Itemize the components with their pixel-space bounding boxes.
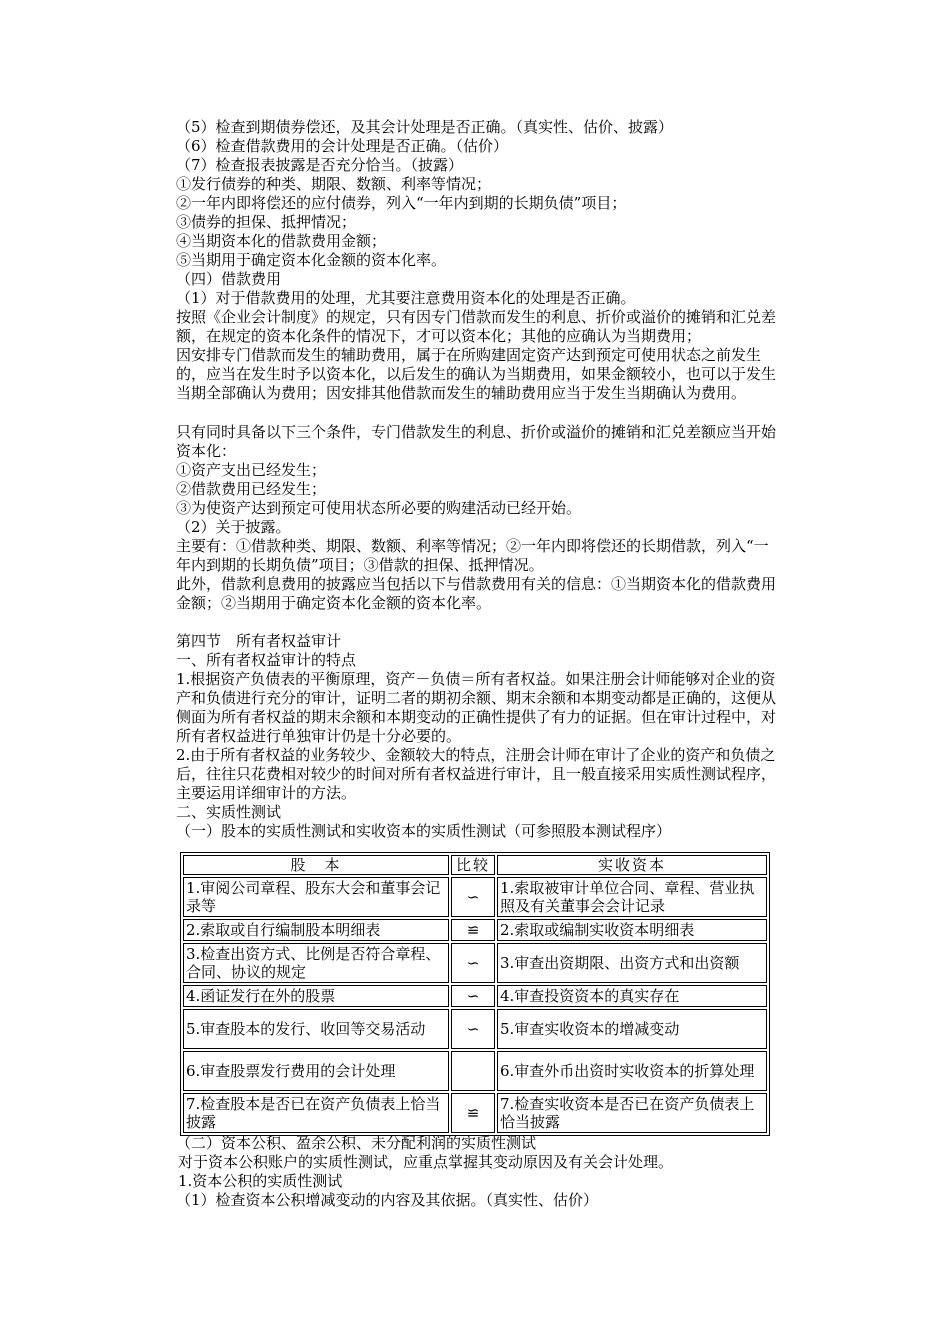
para-disclosure-check: （7）检查报表披露是否充分恰当。（披露） xyxy=(176,156,464,174)
para-capital-reserve-check: （1）检查资本公积增减变动的内容及其依据。（真实性、估价） xyxy=(176,1191,599,1209)
paid-in-capital-cell: 6.审查外币出资时实收资本的折算处理 xyxy=(497,1051,767,1091)
para-disclosure-extra: 此外，借款利息费用的披露应当包括以下与借款费用有关的信息：①当期资本化的借款费用金额；②当期用于确定资本化金额的资本化率。 xyxy=(176,575,777,612)
para-disclosure-main: 主要有：①借款种类、期限、数额、利率等情况；②一年内即将偿还的长期借款，列入“一年内到期的长期负债”项目；③借款的担保、抵押情况。 xyxy=(176,537,769,574)
table-header-row xyxy=(183,855,767,875)
table-row xyxy=(183,1009,767,1049)
paid-in-capital-cell: 4.审查投资资本的真实存在 xyxy=(497,985,767,1007)
share-capital-cell: 2.索取或自行编制股本明细表 xyxy=(183,919,449,941)
paid-in-capital-cell: 3.审查出资期限、出资方式和出资额 xyxy=(497,943,767,983)
list-item: ②一年内即将偿还的应付债券，列入“一年内到期的长期负债”项目； xyxy=(176,194,627,212)
share-capital-cell: 4.函证发行在外的股票 xyxy=(183,985,449,1007)
paid-in-capital-cell: 5.审查实收资本的增减变动 xyxy=(497,1009,767,1049)
header-compare: 比较 xyxy=(451,855,495,875)
list-item: ④当期资本化的借款费用金额； xyxy=(176,232,387,250)
comparison-table xyxy=(180,852,770,1136)
list-item: ③为使资产达到预定可使用状态所必要的购建活动已经开始。 xyxy=(176,499,582,517)
para-borrowing-cost-note: （1）对于借款费用的处理，尤其要注意费用资本化的处理是否正确。 xyxy=(176,289,636,307)
table-row xyxy=(183,985,767,1007)
list-item: ②借款费用已经发生； xyxy=(176,480,327,498)
subsection-heading-reserves: （二）资本公积、盈余公积、未分配利润的实质性测试 xyxy=(176,1134,537,1152)
para-accounting-rule: 按照《企业会计制度》的规定，只有因专门借款而发生的利息、折价或溢价的摊销和汇兑差额，在规定的资本化条件的情况下，才可以资本化；其他的应确认为当期费用； xyxy=(176,308,777,345)
compare-symbol: ≌ xyxy=(451,1093,495,1133)
header-paid-in-capital: 实收资本 xyxy=(497,855,767,875)
share-capital-cell: 7.检查股本是否已在资产负债表上恰当披露 xyxy=(183,1093,449,1133)
list-item: ⑤当期用于确定资本化金额的资本化率。 xyxy=(176,251,447,269)
compare-symbol: ∽ xyxy=(451,1009,495,1049)
list-item: ①发行债券的种类、期限、数额、利率等情况； xyxy=(176,175,492,193)
para-disclosure-heading: （2）关于披露。 xyxy=(176,518,291,536)
subsection-heading-features: 一、所有者权益审计的特点 xyxy=(176,651,357,669)
para-bond-repayment: （5）检查到期债券偿还，及其会计处理是否正确。（真实性、估价、披露） xyxy=(176,118,674,136)
subsection-heading-substantive: 二、实质性测试 xyxy=(176,803,282,821)
para-feature-2: 2.由于所有者权益的业务较少、金额较大的特点，注册会计师在审计了企业的资产和负债之后，往往只花费相对较少的时间对所有者权益进行审计，且一般直接采用实质性测试程序，主要运用详细审计的方法。 xyxy=(176,746,777,802)
heading-capital-reserve-test: 1.资本公积的实质性测试 xyxy=(178,1172,343,1190)
para-auxiliary-costs: 因安排专门借款而发生的辅助费用，属于在所购建固定资产达到预定可使用状态之前发生的，应当在发生时予以资本化，以后发生的确认为当期费用，如果金额较小，也可以于发生当期全部确认为费用；因安排其他借款而发生的辅助费用应当于发生当期确认为费用。 xyxy=(176,346,777,402)
para-capital-reserve-focus: 对于资本公积账户的实质性测试，应重点掌握其变动原因及有关会计处理。 xyxy=(178,1153,674,1171)
paid-in-capital-cell: 1.索取被审计单位合同、章程、营业执照及有关董事会会计记录 xyxy=(497,877,767,917)
table-row xyxy=(183,943,767,983)
share-capital-cell: 1.审阅公司章程、股东大会和董事会记录等 xyxy=(183,877,449,917)
compare-symbol: ≌ xyxy=(451,919,495,941)
paid-in-capital-cell: 2.索取或编制实收资本明细表 xyxy=(497,919,767,941)
compare-symbol: ∽ xyxy=(451,877,495,917)
compare-symbol: ∽ xyxy=(451,985,495,1007)
table-row xyxy=(183,877,767,917)
share-capital-cell: 5.审查股本的发行、收回等交易活动 xyxy=(183,1009,449,1049)
para-feature-1: 1.根据资产负债表的平衡原理，资产－负债＝所有者权益。如果注册会计师能够对企业的资产和负债进行充分的审计，证明二者的期初余额、期末余额和本期变动都是正确的，这便从侧面为所有者权益的期末余额和本期变动的正确性提供了有力的证据。但在审计过程中，对所有者权益进行单独审计仍是十分必要的。 xyxy=(176,670,777,745)
paid-in-capital-cell: 7.检查实收资本是否已在资产负债表上恰当披露 xyxy=(497,1093,767,1133)
table-row xyxy=(183,1051,767,1091)
table-row xyxy=(183,1093,767,1133)
table-row xyxy=(183,919,767,941)
share-capital-cell: 6.审查股票发行费用的会计处理 xyxy=(183,1051,449,1091)
list-item: ①资产支出已经发生； xyxy=(176,461,327,479)
para-table-caption: （一）股本的实质性测试和实收资本的实质性测试（可参照股本测试程序） xyxy=(176,822,672,840)
share-capital-cell: 3.检查出资方式、比例是否符合章程、合同、协议的规定 xyxy=(183,943,449,983)
compare-symbol xyxy=(451,1051,495,1091)
section-title-equity-audit: 第四节 所有者权益审计 xyxy=(176,632,342,650)
section-heading-borrowing-cost: （四）借款费用 xyxy=(176,270,282,288)
compare-symbol: ∽ xyxy=(451,943,495,983)
para-borrowing-cost-check: （6）检查借款费用的会计处理是否正确。（估价） xyxy=(176,137,509,155)
para-capitalization-conditions: 只有同时具备以下三个条件，专门借款发生的利息、折价或溢价的摊销和汇兑差额应当开始资本化： xyxy=(176,423,777,460)
header-share-capital: 股 本 xyxy=(183,855,449,875)
list-item: ③债券的担保、抵押情况； xyxy=(176,213,357,231)
comparison-table-wrapper xyxy=(180,852,770,1136)
